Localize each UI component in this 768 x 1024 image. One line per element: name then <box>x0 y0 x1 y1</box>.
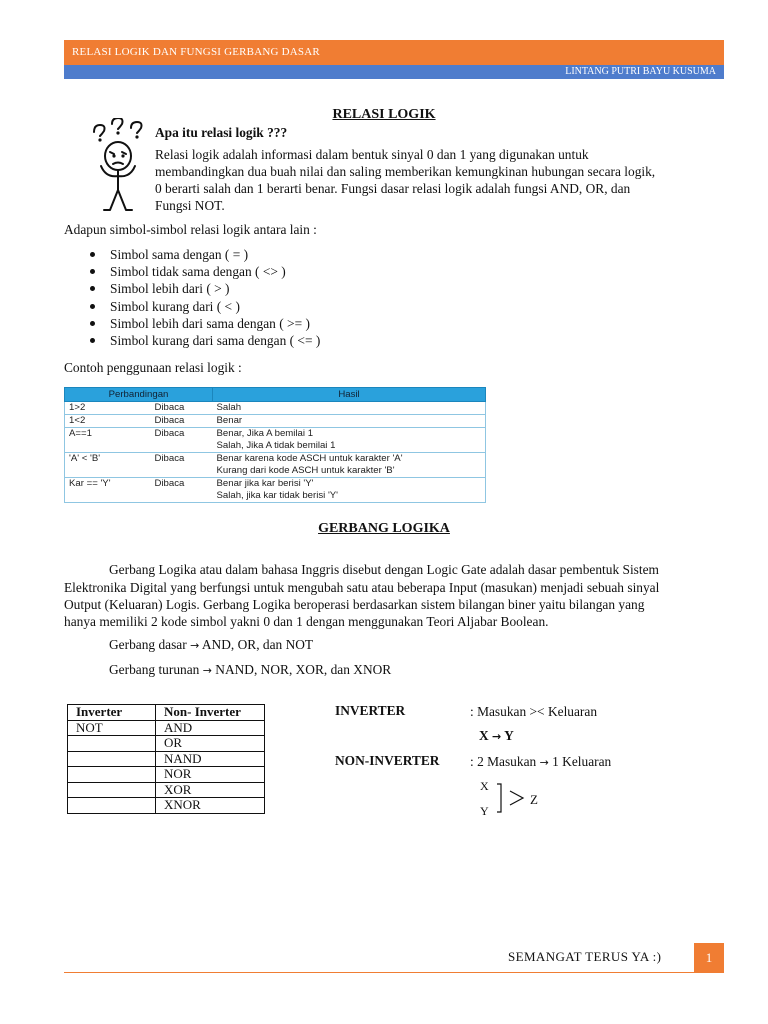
table-row <box>68 720 265 736</box>
table-cell: 1<2 <box>65 415 151 428</box>
example-intro: Contoh penggunaan relasi logik : <box>64 360 242 375</box>
table-cell: A==1 <box>65 428 151 453</box>
derived-gates-value: NAND, NOR, XOR, dan XNOR <box>215 662 392 677</box>
gate-table <box>67 704 265 814</box>
arrow-right-icon: → <box>492 730 502 743</box>
table-cell: 1>2 <box>65 402 151 415</box>
question-heading: Apa itu relasi logik ??? <box>155 125 288 140</box>
definition-line-2: membandingkan dua buah nilai dan saling memberikan kemungkinan hubungan secara logik, <box>155 164 656 179</box>
table-row <box>65 415 486 428</box>
derived-gates-line <box>109 661 391 679</box>
table-cell <box>68 782 156 798</box>
footer-divider <box>64 972 724 973</box>
basic-gates-label: Gerbang dasar <box>109 637 187 652</box>
section-title-gerbang-logika: GERBANG LOGIKA <box>318 521 450 536</box>
table-cell: XNOR <box>156 798 265 814</box>
diagram-output-z: Z <box>530 792 538 807</box>
symbols-intro: Adapun simbol-simbol relasi logik antara lain : <box>64 222 317 237</box>
table-cell <box>68 798 156 814</box>
footer-motivation: SEMANGAT TERUS YA :) <box>508 949 662 964</box>
header-author: LINTANG PUTRI BAYU KUSUMA <box>64 65 724 79</box>
table-cell <box>213 428 486 453</box>
confused-person-icon <box>88 118 150 216</box>
noninverter-output-count: 1 Keluaran <box>552 754 612 769</box>
table-header-row <box>68 705 265 721</box>
list-item: Simbol lebih dari ( > ) <box>88 280 320 297</box>
table-cell: Dibaca <box>151 415 213 428</box>
table-cell: Dibaca <box>151 478 213 503</box>
arrow-right-icon: → <box>539 756 549 769</box>
table-row <box>65 402 486 415</box>
table-cell: Dibaca <box>151 453 213 478</box>
table-cell-line: Benar karena kode ASCH untuk karakter 'A' <box>216 453 403 464</box>
diagram-input-y: Y <box>480 804 489 818</box>
table-cell-line: Salah, jika kar tidak berisi 'Y' <box>216 490 339 501</box>
gate-bracket-icon <box>495 783 529 813</box>
table-cell-line: Kurang dari kode ASCH untuk karakter 'B' <box>216 465 395 476</box>
inverter-description: : Masukan >< Keluaran <box>470 704 598 719</box>
table-row <box>65 478 486 503</box>
table-cell-line: Benar, Jika A bemilai 1 <box>216 428 314 439</box>
page-number: 1 <box>694 943 724 973</box>
table-header-row <box>65 388 486 402</box>
table-cell <box>68 751 156 767</box>
inverter-mapping <box>479 727 514 745</box>
inverter-input: X <box>479 728 489 743</box>
definition-line-3: 0 berarti salah dan 1 berarti benar. Fungsi dasar relasi logik adalah fungsi AND, OR, dan <box>155 181 631 196</box>
table-row <box>65 453 486 478</box>
table-header-cell: Perbandingan <box>65 388 213 402</box>
table-row <box>68 751 265 767</box>
table-cell: Dibaca <box>151 428 213 453</box>
symbols-list <box>88 246 320 349</box>
table-cell: XOR <box>156 782 265 798</box>
table-cell: OR <box>156 736 265 752</box>
basic-gates-line <box>109 636 313 654</box>
table-cell-line: Salah, Jika A tidak bemilai 1 <box>216 440 336 451</box>
basic-gates-value: AND, OR, dan NOT <box>201 637 314 652</box>
paragraph-line-1: Gerbang Logika atau dalam bahasa Inggris disebut dengan Logic Gate adalah dasar pembentuk Sistem <box>109 562 659 577</box>
noninverter-description <box>470 753 611 771</box>
table-row <box>68 782 265 798</box>
list-item: Simbol tidak sama dengan ( <> ) <box>88 263 320 280</box>
table-cell: NAND <box>156 751 265 767</box>
arrow-right-icon: → <box>190 639 200 652</box>
section-title-relasi-logik: RELASI LOGIK <box>332 107 436 122</box>
inverter-label: INVERTER <box>335 703 406 718</box>
table-header-cell: Hasil <box>213 388 486 402</box>
definition-line-1: Relasi logik adalah informasi dalam bentuk sinyal 0 dan 1 yang digunakan untuk <box>155 147 589 162</box>
paragraph-line-4: hanya memiliki 2 kode simbol yakni 0 dan 1 dengan menggunakan Teori Aljabar Boolean. <box>64 614 549 629</box>
table-header-cell: Inverter <box>68 705 156 721</box>
list-item: Simbol kurang dari ( < ) <box>88 298 320 315</box>
table-row <box>68 798 265 814</box>
table-cell <box>213 453 486 478</box>
table-row <box>68 767 265 783</box>
comparison-table <box>64 387 486 503</box>
noninverter-input-count: : 2 Masukan <box>470 754 537 769</box>
paragraph-line-3: Output (Keluaran) Logis. Gerbang Logika beroperasi berdasarkan sistem bilangan biner yaitu bilangan yang <box>64 597 645 612</box>
table-row <box>68 736 265 752</box>
table-cell: Dibaca <box>151 402 213 415</box>
paragraph-line-2: Elektronika Digital yang berfungsi untuk mengubah satu atau beberapa Input (masukan) menjadi sebuah sinyal <box>64 580 660 595</box>
definition-line-4: Fungsi NOT. <box>155 198 225 213</box>
noninverter-label: NON-INVERTER <box>335 753 440 768</box>
table-cell: Benar <box>213 415 486 428</box>
derived-gates-label: Gerbang turunan <box>109 662 200 677</box>
table-cell: NOR <box>156 767 265 783</box>
list-item: Simbol lebih dari sama dengan ( >= ) <box>88 315 320 332</box>
table-row <box>65 428 486 453</box>
table-cell-line: Benar jika kar berisi 'Y' <box>216 478 314 489</box>
table-cell <box>68 767 156 783</box>
table-cell: AND <box>156 720 265 736</box>
list-item: Simbol sama dengan ( = ) <box>88 246 320 263</box>
header-title: RELASI LOGIK DAN FUNGSI GERBANG DASAR <box>64 40 724 65</box>
table-cell <box>68 736 156 752</box>
diagram-input-x: X <box>480 779 489 793</box>
table-cell <box>213 478 486 503</box>
table-header-cell: Non- Inverter <box>156 705 265 721</box>
list-item: Simbol kurang dari sama dengan ( <= ) <box>88 332 320 349</box>
table-cell: NOT <box>68 720 156 736</box>
table-cell: Kar == 'Y' <box>65 478 151 503</box>
inverter-output: Y <box>504 728 514 743</box>
table-cell: 'A' < 'B' <box>65 453 151 478</box>
arrow-right-icon: → <box>202 664 212 677</box>
table-cell: Salah <box>213 402 486 415</box>
